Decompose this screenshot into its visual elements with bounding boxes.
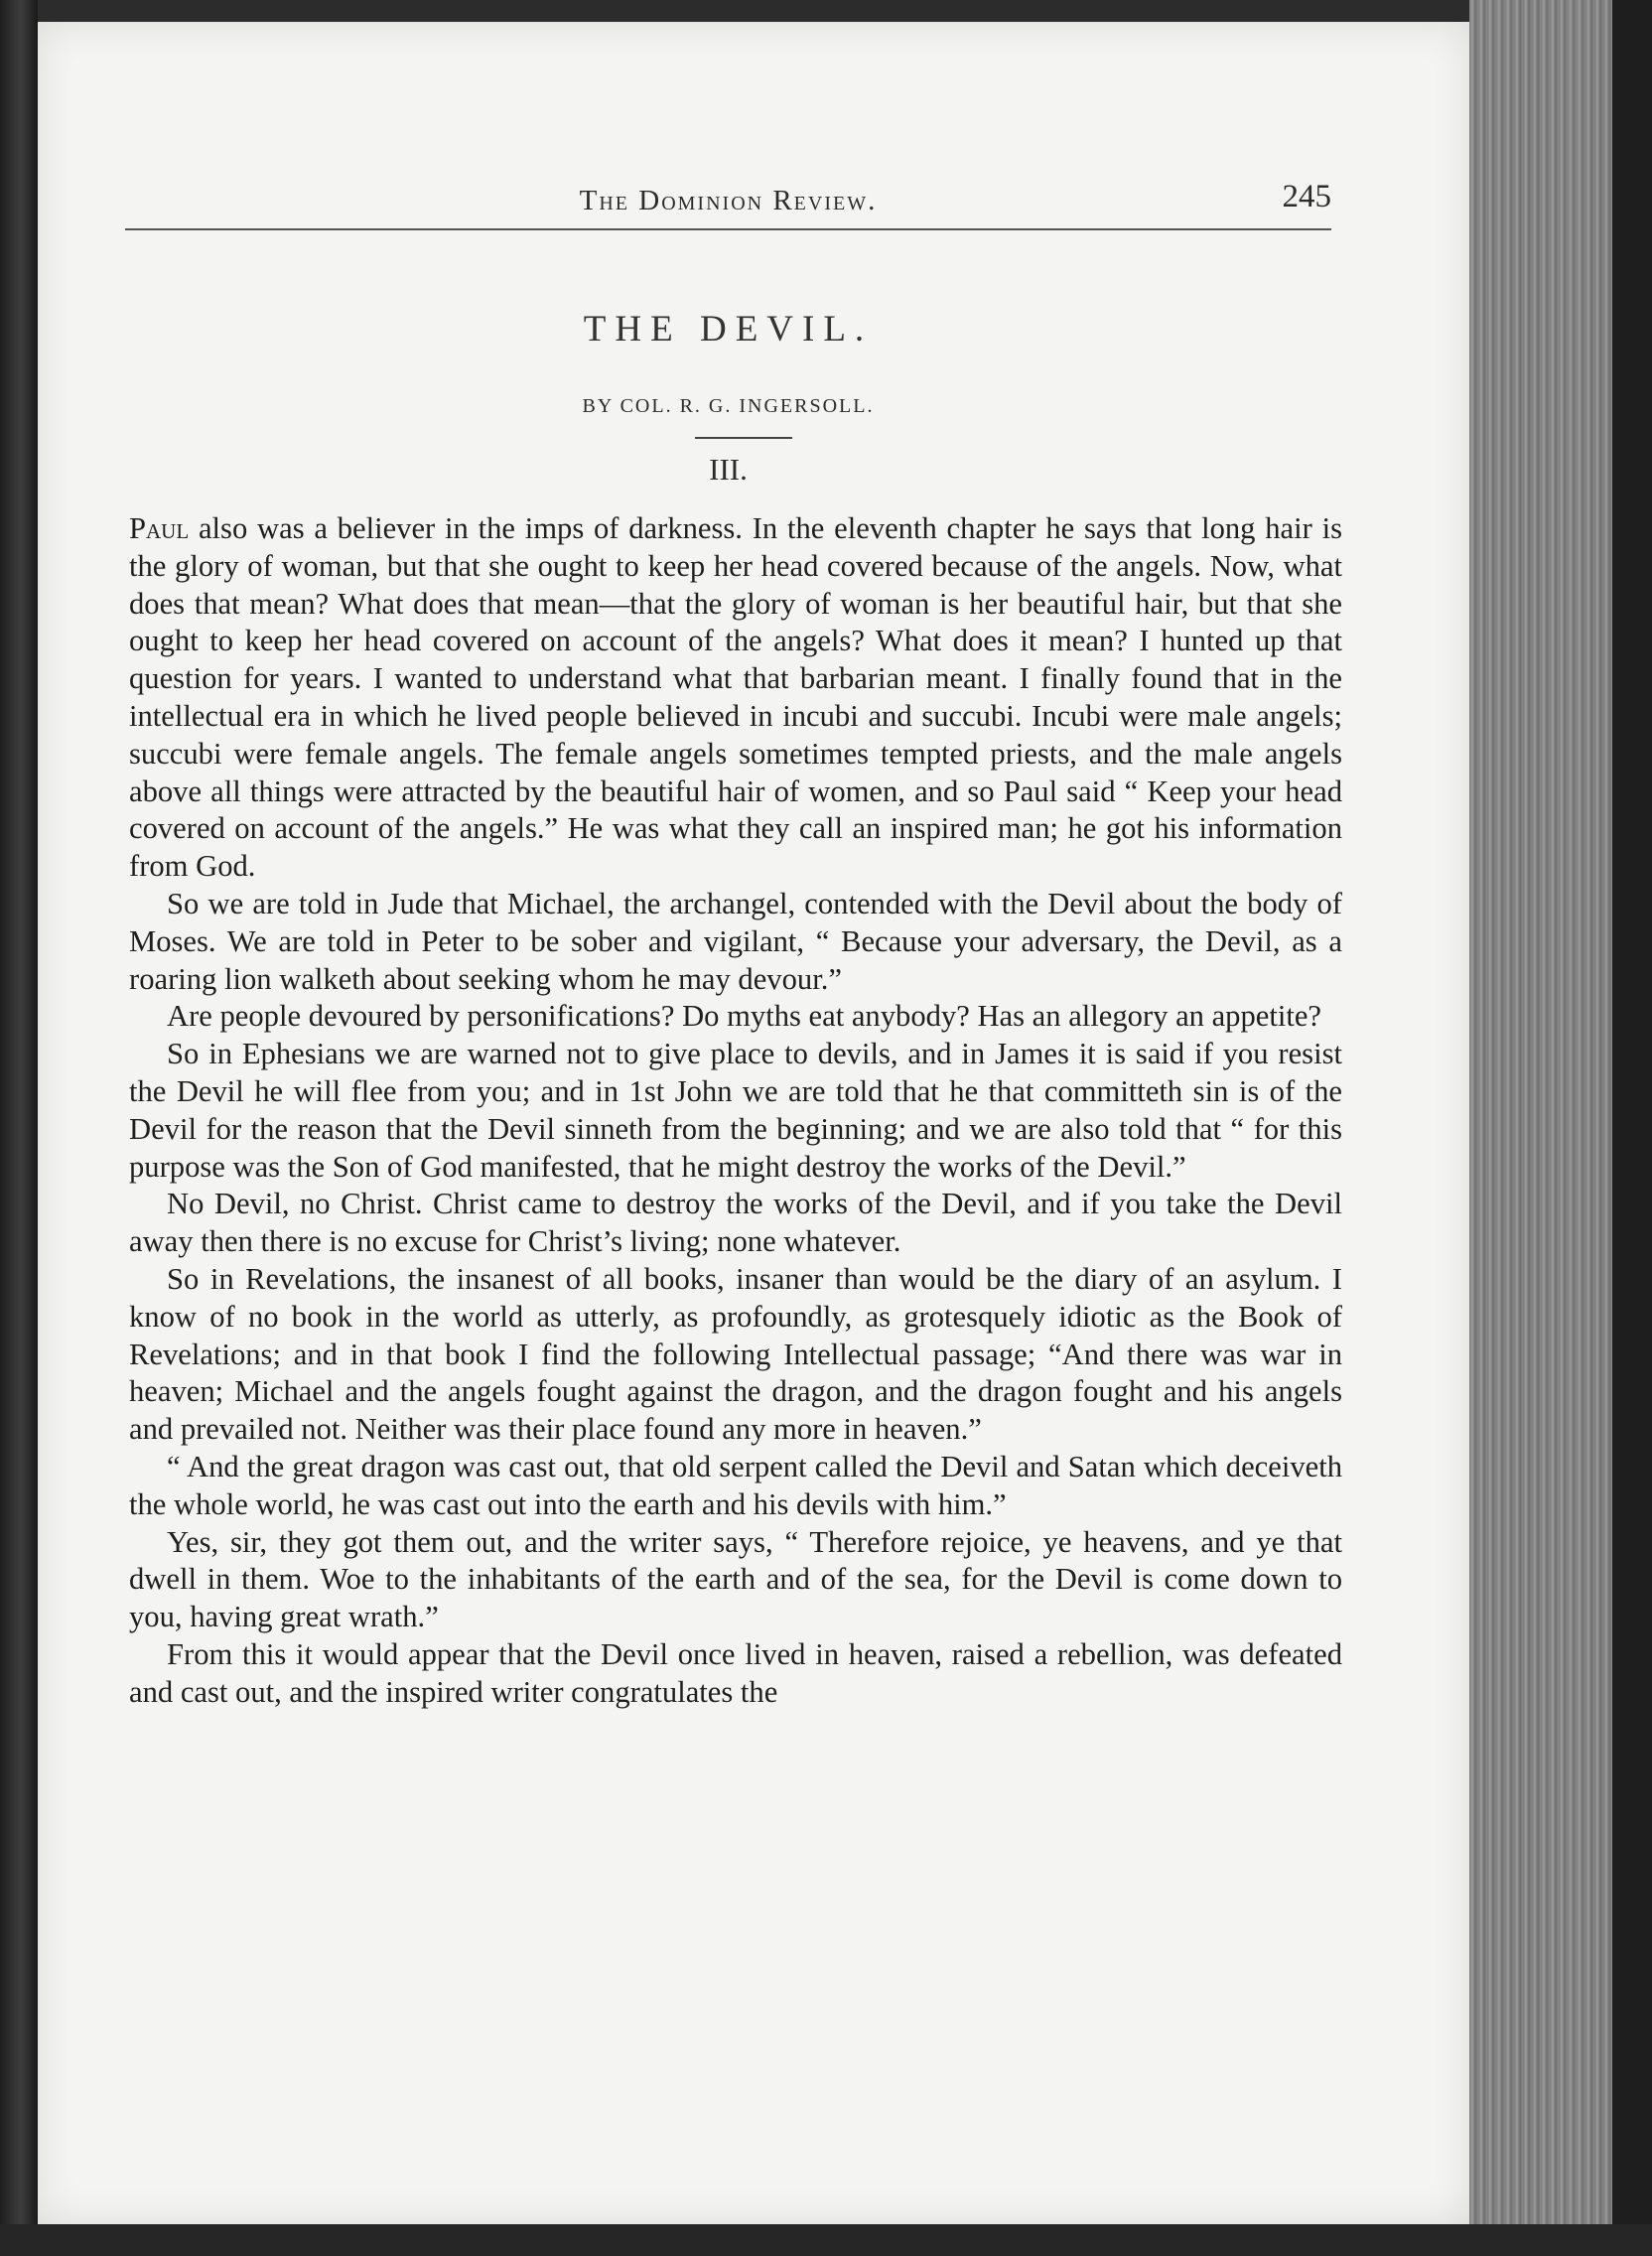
paragraph: No Devil, no Christ. Christ came to destroy the works of the Devil, and if you take the Devil away then there is no excuse for Christ’s living; none whatever. [129,1187,1342,1259]
article-title: THE DEVIL. [583,309,874,350]
running-header [125,175,1331,234]
paragraph: Are people devoured by personifications? Do myths eat anybody? Has an allegory an appetite? [167,999,1322,1034]
header-rule [125,228,1331,230]
paragraph: “ And the great dragon was cast out, that old serpent called the Devil and Satan which deceiveth the whole world, he was cast out into the earth and his devils with him.” [129,1449,1342,1521]
article-byline: BY COL. R. G. INGERSOLL. [582,395,875,417]
article-body [129,510,1342,1712]
page-stack-edge [1469,0,1652,2256]
part-number: III. [709,452,748,487]
lead-in-word: Paul [129,511,190,545]
paragraph: So we are told in Jude that Michael, the archangel, contended with the Devil about the body of Moses. We are told in Peter to be sober and vigilant, “ Because your adversary, the Devil, as a roaring lion walketh about seeking whom he may devour.” [129,886,1342,996]
paragraph: From this it would appear that the Devil once lived in heaven, raised a rebellion, was defeated and cast out, and the inspired writer congratulates the [129,1636,1342,1709]
paragraph: Yes, sir, they got them out, and the writer says, “ Therefore rejoice, ye heavens, and ye that dwell in them. Woe to the inhabitants of the earth and of the sea, for the Devil is come down to you, having great wrath.” [129,1524,1342,1634]
paragraph [129,510,1342,886]
book-gutter-edge [0,0,38,2256]
paragraph-text: also was a believer in the imps of darkness. In the eleventh chapter he says that long hair is the glory of woman, but that she ought to keep her head covered because of the angels. Now, what does that mean? What does that mean—that the glory of woman is her beautiful hair, but that she ought to keep her head covered on account of the angels? What does it mean? I hunted up that question for years. I wanted to understand what that barbarian meant. I finally found that in the intellectual era in which he lived people believed in incubi and succubi. Incubi were male angels; succubi were female angels. The female angels sometimes tempted priests, and the male angels above all things were attracted by the beautiful hair of women, and so Paul said “ Keep your head covered on account of the angels.” He was what they call an inspired man; he got his information from God. [129,511,1342,884]
paragraph: So in Revelations, the insanest of all books, insaner than would be the diary of an asylum. I know of no book in the world as utterly, as profoundly, as grotesquely idiotic as the Book of Revelations; and in that book I find the following Intellectual passage; “And there was war in heaven; Michael and the angels fought against the dragon, and the dragon fought and his angels and prevailed not. Neither was their place found any more in heaven.” [129,1261,1342,1447]
page-number: 245 [1282,179,1331,214]
scan-bottom-edge [0,2224,1652,2256]
byline-rule [695,437,792,439]
running-title: The Dominion Review. [579,185,878,216]
paragraph: So in Ephesians we are warned not to give place to devils, and in James it is said if you resist the Devil he will flee from you; and in 1st John we are told that he that committeth sin is of the Devil for the reason that the Devil sinneth from the beginning; and we are also told that “ for this purpose was the Son of God manifested, that he might destroy the works of the Devil.” [129,1037,1342,1184]
